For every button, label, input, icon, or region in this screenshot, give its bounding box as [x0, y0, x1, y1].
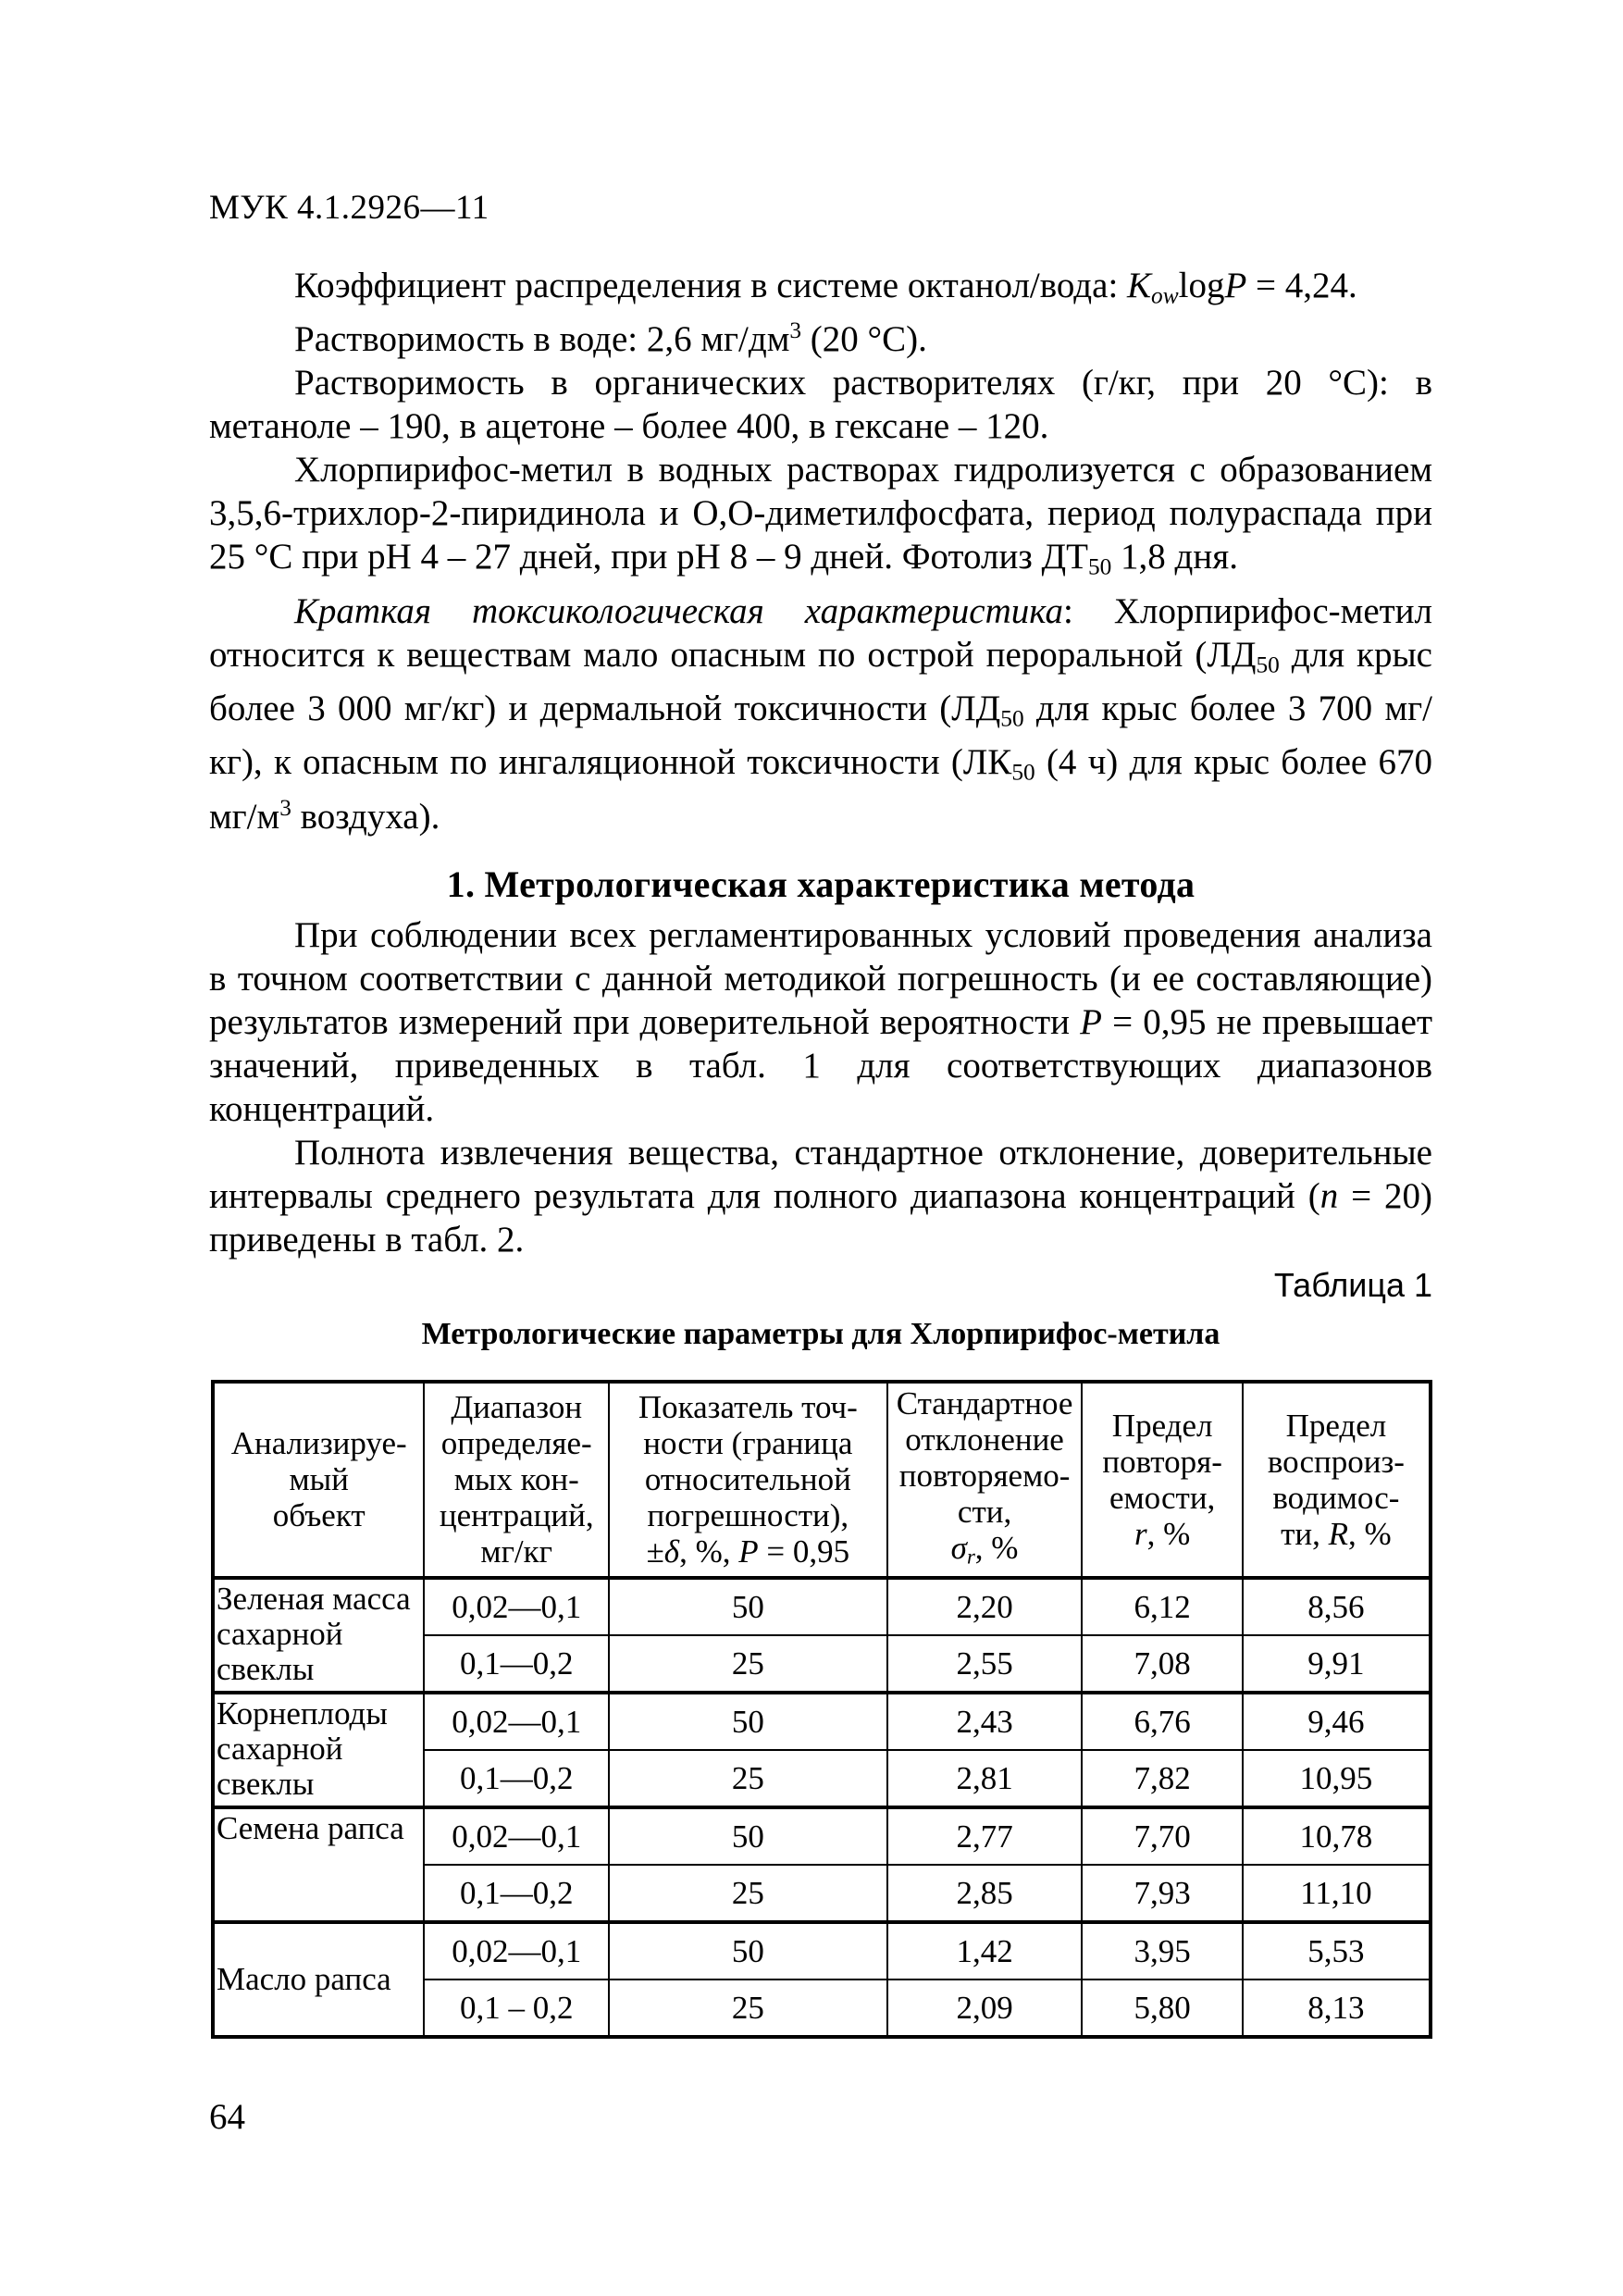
cell-accuracy: 50	[609, 1693, 887, 1750]
table-title: Метрологические параметры для Хлорпирифос-метила	[421, 1316, 1220, 1351]
cell-std-deviation: 2,20	[887, 1578, 1083, 1635]
cell-reproducibility: 5,53	[1243, 1922, 1431, 1980]
cell-range: 0,1—0,2	[424, 1750, 609, 1807]
cell-std-deviation: 2,77	[887, 1807, 1083, 1865]
paragraph-hydrolysis: Хлорпирифос-метил в водных растворах гидролизуется с образованием 3,5,6-трихлор-2-пиридинола и О,О-диметилфосфата, период полураспада при 25 °С при рН 4 – 27 дней, при рН 8 – 9 дней. Фотолиз $ДТ_{50}$ 1,8 дня.	[209, 450, 1432, 580]
cell-range: 0,02—0,1	[424, 1922, 609, 1980]
header-object: Анализируе- мый объект	[213, 1382, 424, 1579]
cell-repeatability: 6,12	[1082, 1578, 1242, 1635]
header-range: Диапазон определяе- мых кон- центраций, мг/кг	[424, 1382, 609, 1579]
cell-range: 0,1 – 0,2	[424, 1980, 609, 2037]
cell-accuracy: 50	[609, 1922, 887, 1980]
cell-reproducibility: 11,10	[1243, 1865, 1431, 1922]
cell-repeatability: 7,82	[1082, 1750, 1242, 1807]
cell-repeatability: 7,08	[1082, 1635, 1242, 1693]
toxicology-label: Краткая токсикологическая характеристика	[294, 590, 1064, 631]
header-accuracy: Показатель точ- ности (граница относительной погрешности), ±δ, %, P = 0,95	[609, 1382, 887, 1579]
cell-accuracy: 50	[609, 1807, 887, 1865]
cell-std-deviation: 2,85	[887, 1865, 1083, 1922]
paragraph-organic-solubility: Растворимость в органических растворителях (г/кг, при 20 °С): в метаноле – 190, в ацетоне – более 400, в гексане – 120.	[209, 363, 1432, 447]
table-row	[213, 1693, 1431, 1750]
cell-accuracy: 25	[609, 1865, 887, 1922]
cell-std-deviation: 2,81	[887, 1750, 1083, 1807]
paragraph-toxicology: Краткая токсикологическая характеристика: Хлорпирифос-метил относится к веществам мало опасным по острой пероральной ($ЛД_{50}$ для крыс более 3 000 мг/кг) и дермальной токсичности ($ЛД_{50}$ для крыс более 3 700 мг/кг), к опасным по ингаляционной токсичности ($ЛК_{50}$ (4 ч) для крыс более 670 $мг/м^3$ воздуха).	[209, 590, 1433, 837]
section-title: 1. Метрологическая характеристика метода	[446, 863, 1196, 905]
cell-repeatability: 7,70	[1082, 1807, 1242, 1865]
cell-std-deviation: 2,09	[887, 1980, 1083, 2037]
header-std-deviation: Стандартное отклонение повторяемо- сти, $\sigma_r$, %	[887, 1382, 1083, 1579]
cell-range: 0,02—0,1	[424, 1578, 609, 1635]
cell-repeatability: 6,76	[1082, 1693, 1242, 1750]
document-body	[209, 264, 1432, 2039]
metrology-table	[211, 1380, 1432, 2040]
cell-reproducibility: 9,46	[1243, 1693, 1431, 1750]
paragraph-water-solubility: Растворимость в воде: 2,6 $мг/дм^3$ (20 °С).	[294, 317, 927, 360]
cell-range: 0,1—0,2	[424, 1865, 609, 1922]
paragraph-partition-coefficient: Коэффициент распределения в системе октанол/вода: $K_{ow}\log P = 4,24$.	[294, 266, 1357, 309]
cell-repeatability: 3,95	[1082, 1922, 1242, 1980]
table-body	[213, 1578, 1431, 2037]
cell-accuracy: 50	[609, 1578, 887, 1635]
paragraph-recovery: Полнота извлечения вещества, стандартное отклонение, доверительные интервалы среднего результата для полного диапазона концентраций (n = 20) приведены в табл. 2.	[209, 1132, 1432, 1260]
cell-std-deviation: 1,42	[887, 1922, 1083, 1980]
cell-object: Масло рапса	[213, 1922, 424, 2037]
table-number: Таблица 1	[1273, 1265, 1432, 1304]
table-row	[213, 1807, 1431, 1865]
table-row	[213, 1578, 1431, 1635]
cell-reproducibility: 10,78	[1243, 1807, 1431, 1865]
paragraph-metrology: При соблюдении всех регламентированных условий проведения анализа в точном соответствии с данной методикой погрешность (и ее составляющие) результатов измерений при доверительной вероятности P = 0,95 не превышает значений, приведенных в табл. 1 для соответствующих диапазонов концентраций.	[209, 914, 1433, 1129]
cell-reproducibility: 8,56	[1243, 1578, 1431, 1635]
cell-accuracy: 25	[609, 1635, 887, 1693]
cell-range: 0,02—0,1	[424, 1807, 609, 1865]
cell-repeatability: 7,93	[1082, 1865, 1242, 1922]
cell-reproducibility: 9,91	[1243, 1635, 1431, 1693]
cell-std-deviation: 2,43	[887, 1693, 1083, 1750]
cell-object: Семена рапса	[213, 1807, 424, 1922]
header-reproducibility: Предел воспроиз- водимос- ти, R, %	[1243, 1382, 1431, 1579]
cell-accuracy: 25	[609, 1750, 887, 1807]
cell-range: 0,1—0,2	[424, 1635, 609, 1693]
cell-std-deviation: 2,55	[887, 1635, 1083, 1693]
cell-accuracy: 25	[609, 1980, 887, 2037]
cell-object: Зеленая масса сахарной свеклы	[213, 1578, 424, 1693]
cell-range: 0,02—0,1	[424, 1693, 609, 1750]
table-row	[213, 1922, 1431, 1980]
header-repeatability: Предел повторя- емости, r, %	[1082, 1382, 1242, 1579]
table-header-row	[213, 1382, 1431, 1579]
cell-repeatability: 5,80	[1082, 1980, 1242, 2037]
cell-object: Корнеплоды сахарной свеклы	[213, 1693, 424, 1807]
page-number: 64	[209, 2097, 245, 2137]
document-header: МУК 4.1.2926—11	[209, 189, 489, 227]
cell-reproducibility: 8,13	[1243, 1980, 1431, 2037]
cell-reproducibility: 10,95	[1243, 1750, 1431, 1807]
